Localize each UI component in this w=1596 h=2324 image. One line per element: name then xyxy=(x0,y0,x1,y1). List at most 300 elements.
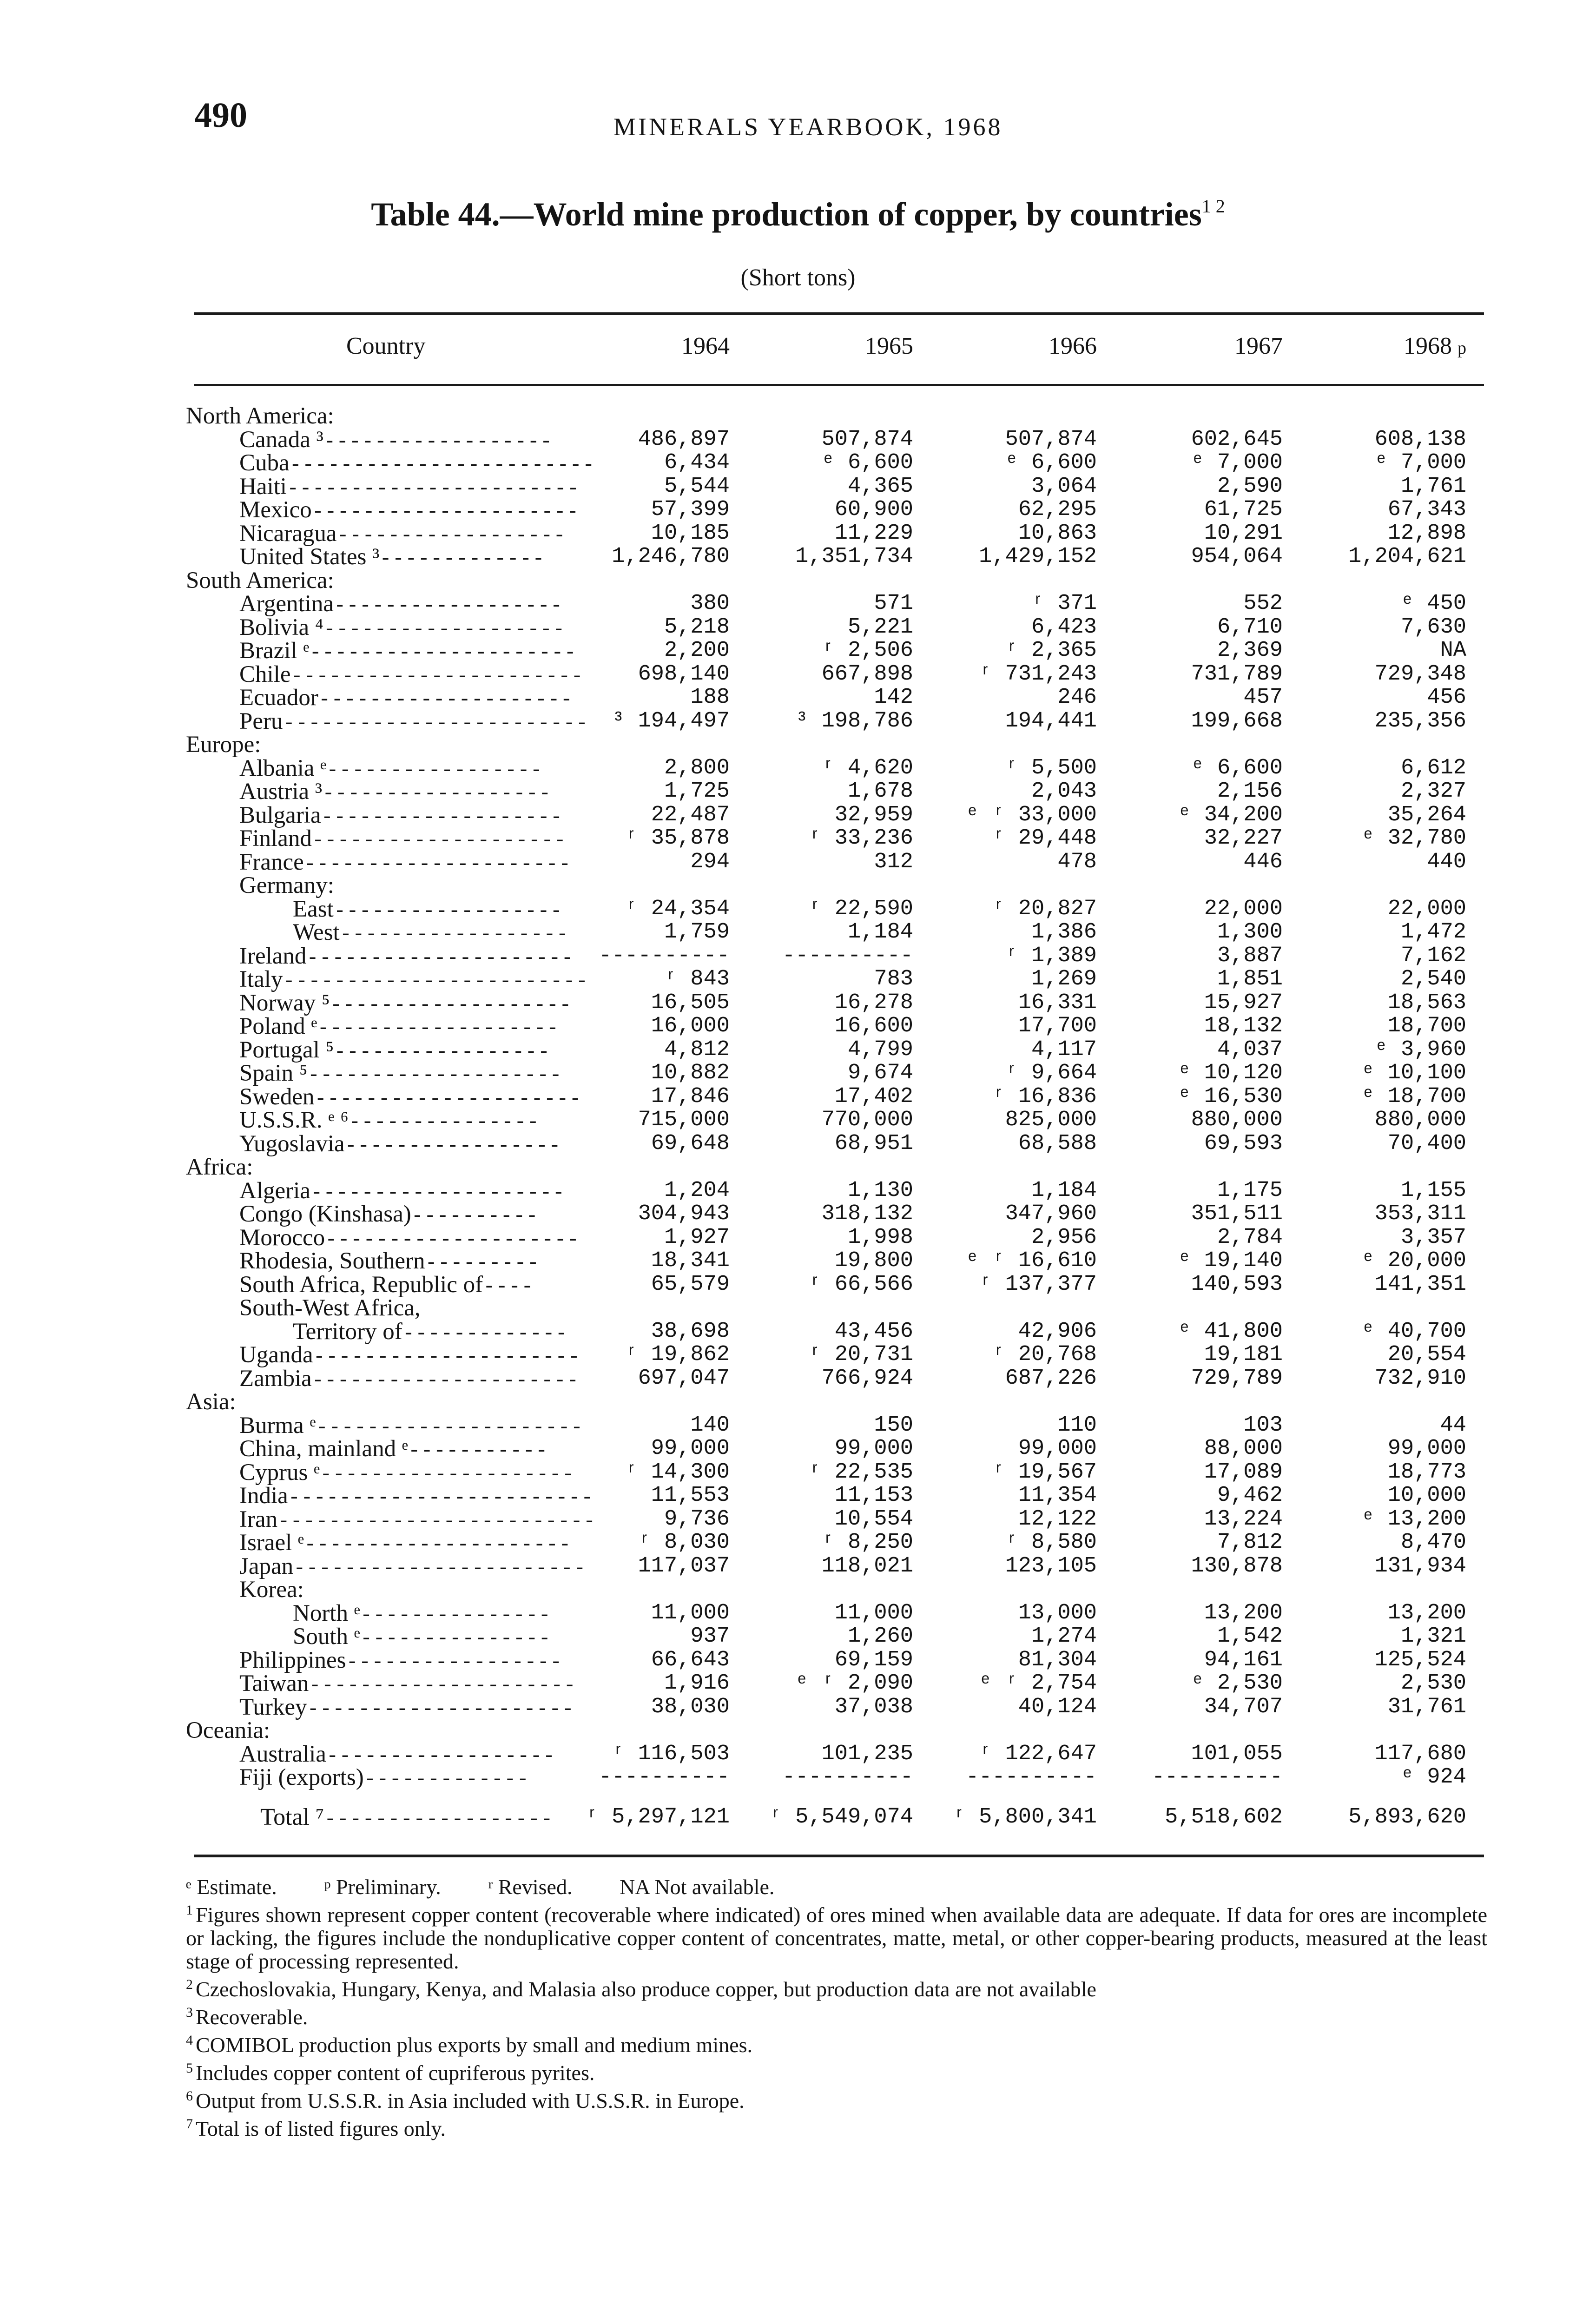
leader-dots: -------------------- xyxy=(318,688,574,712)
value-cell-1967: 15,927 xyxy=(1204,990,1283,1015)
footnote xyxy=(186,2057,1487,2085)
value-cell-1965: 142 xyxy=(874,685,913,710)
table-row xyxy=(186,1296,1487,1320)
country-name: Mexico xyxy=(239,497,312,523)
col-header-1967: 1967 xyxy=(1234,333,1283,359)
country-name: Turkey xyxy=(239,1694,307,1720)
country-name: Poland ᵉ xyxy=(239,1013,317,1039)
table-row xyxy=(186,1719,1487,1743)
leader-dots: -------------------- xyxy=(320,1463,575,1486)
country-name: Ireland xyxy=(239,943,307,969)
country-name: Norway ⁵ xyxy=(239,990,330,1016)
footnote-number: 7 xyxy=(186,2116,193,2132)
leader-dots: ------------------- xyxy=(330,993,572,1017)
country-name: U.S.S.R. ᵉ ⁶ xyxy=(239,1107,349,1133)
value-cell-1966: 347,960 xyxy=(1005,1202,1097,1226)
country-name: Sweden xyxy=(239,1083,315,1110)
value-cell-1967: 3,887 xyxy=(1217,943,1283,968)
table-row xyxy=(186,639,1487,663)
value-cell-1964: 1,204 xyxy=(664,1178,730,1203)
table-row xyxy=(186,592,1487,616)
legend-estimate: ᵉ Estimate. xyxy=(186,1875,277,1899)
value-cell-1965: 1,998 xyxy=(847,1225,913,1250)
value-cell-1964: 11,000 xyxy=(651,1600,730,1625)
value-cell-1964: 1,725 xyxy=(664,779,730,804)
leader-dots: ------------------ xyxy=(334,594,563,618)
country-label xyxy=(239,1132,561,1158)
country-name: China, mainland ᵉ xyxy=(239,1436,408,1462)
country-name: Israel ᵉ xyxy=(239,1530,304,1556)
value-cell-1968: ᵉ 7,000 xyxy=(1374,450,1466,475)
country-name: Albania ᵉ xyxy=(239,755,327,781)
leader-dots: --------------- xyxy=(360,1604,551,1627)
table-row xyxy=(186,1132,1487,1156)
region-heading xyxy=(186,1390,236,1414)
leader-dots: ------------- xyxy=(379,548,545,571)
country-name: Spain ⁵ xyxy=(239,1060,308,1086)
footnote-text: Figures shown represent copper content (recoverable where indicated) of ores mined when available data are adequate. If data for ores are incomplete or lacking, the figures include the nonduplicative copper content of concentrates, matte, metal, or other copper-bearing products, measured at the least stage of processing represented. xyxy=(186,1903,1487,1973)
table-row xyxy=(186,1202,1487,1226)
table-row xyxy=(186,1015,1487,1038)
footnote xyxy=(186,2085,1487,2113)
footnote-number: 2 xyxy=(186,1977,193,1992)
country-name: Philippines xyxy=(239,1647,346,1673)
value-cell-1964: 5,218 xyxy=(664,614,730,640)
value-cell-1964: 16,000 xyxy=(651,1014,730,1038)
leader-dots: ----------------------- xyxy=(290,665,584,688)
footnote-text: Total is of listed figures only. xyxy=(196,2117,446,2140)
value-cell-1966: ᵉ ʳ 33,000 xyxy=(965,802,1097,827)
value-cell-1966: 40,124 xyxy=(1018,1694,1097,1719)
value-cell-1967: ᵉ 7,000 xyxy=(1191,450,1283,475)
country-name: Iran xyxy=(239,1506,278,1532)
table-body xyxy=(186,404,1487,1789)
table-row xyxy=(186,757,1487,780)
value-cell-1967: 4,037 xyxy=(1217,1037,1283,1062)
table-row xyxy=(186,1743,1487,1766)
value-cell-1967: 61,725 xyxy=(1204,497,1283,522)
value-cell-1965: 770,000 xyxy=(821,1108,913,1132)
value-cell-1966: 3,064 xyxy=(1031,474,1097,499)
leader-dots: ------------------ xyxy=(336,524,566,548)
value-cell-1968: 880,000 xyxy=(1374,1108,1466,1132)
value-cell-1967: 457 xyxy=(1243,685,1283,710)
country-name: Algeria xyxy=(239,1177,310,1204)
value-cell-1968: 18,700 xyxy=(1387,1014,1466,1038)
value-cell-1967: 103 xyxy=(1243,1413,1283,1438)
value-cell-1964: 2,800 xyxy=(664,755,730,780)
country-label xyxy=(239,1296,421,1320)
value-cell-1964: 304,943 xyxy=(638,1202,730,1226)
legend-not-available: NA Not available. xyxy=(619,1875,775,1899)
table-row xyxy=(186,1696,1487,1719)
country-name: South-West Africa, xyxy=(239,1295,421,1321)
value-cell-1966: ʳ 137,377 xyxy=(979,1272,1097,1297)
value-cell-1967: ᵉ 34,200 xyxy=(1178,802,1283,827)
value-cell-1968: ᵉ 20,000 xyxy=(1361,1248,1466,1273)
value-cell-1968: 732,910 xyxy=(1374,1366,1466,1391)
footnote-number: 4 xyxy=(186,2033,193,2048)
value-cell-1967: 351,511 xyxy=(1191,1202,1283,1226)
value-cell-1964: 188 xyxy=(690,685,730,710)
table-row xyxy=(186,968,1487,991)
value-cell-1967: 32,227 xyxy=(1204,826,1283,851)
value-cell-1968: 2,327 xyxy=(1400,779,1466,804)
value-cell-1966: ʳ 9,664 xyxy=(1005,1061,1097,1085)
country-name: Fiji (exports) xyxy=(239,1764,364,1790)
value-cell-1966: 11,354 xyxy=(1018,1483,1097,1508)
value-cell-1965: 99,000 xyxy=(834,1436,913,1461)
country-name: Korea: xyxy=(239,1577,304,1603)
table-row xyxy=(186,1414,1487,1438)
table-row xyxy=(186,1625,1487,1649)
value-cell-1964: 117,037 xyxy=(638,1553,730,1578)
leader-dots: --------- xyxy=(425,1252,540,1275)
value-cell-1967: ᵉ 41,800 xyxy=(1178,1319,1283,1344)
value-cell-1964: ʳ 843 xyxy=(664,967,730,991)
country-name: East xyxy=(293,896,334,922)
value-cell-1968: 44 xyxy=(1440,1413,1466,1438)
table-unit: (Short tons) xyxy=(740,264,856,291)
value-cell-1965: ʳ 66,566 xyxy=(808,1272,913,1297)
leader-dots: ------------- xyxy=(363,1768,529,1791)
value-cell-1967: 88,000 xyxy=(1204,1436,1283,1461)
value-cell-1966: 13,000 xyxy=(1018,1600,1097,1625)
table-row xyxy=(186,710,1487,733)
region-heading xyxy=(186,733,261,757)
leader-dots: --------------------- xyxy=(309,641,577,665)
value-cell-1964: 486,897 xyxy=(638,427,730,452)
table-row xyxy=(186,1766,1487,1789)
value-cell-1968: 7,630 xyxy=(1400,614,1466,640)
value-cell-1967: 6,710 xyxy=(1217,614,1283,640)
country-label xyxy=(239,1578,304,1602)
value-cell-1965: 11,000 xyxy=(834,1600,913,1625)
table-row xyxy=(186,1437,1487,1461)
leader-dots: --------------------- xyxy=(306,946,574,970)
value-cell-1966: 68,588 xyxy=(1018,1131,1097,1156)
table-row xyxy=(186,1038,1487,1062)
value-cell-1967: 13,224 xyxy=(1204,1506,1283,1532)
value-cell-1968: 1,472 xyxy=(1400,920,1466,944)
table-row xyxy=(186,569,1487,593)
footnote-text: Output from U.S.S.R. in Asia included with U.S.S.R. in Europe. xyxy=(196,2089,745,2113)
value-cell-1967: 880,000 xyxy=(1191,1108,1283,1132)
footnote-number: 1 xyxy=(186,1902,193,1918)
country-name: Portugal ⁵ xyxy=(239,1037,334,1063)
country-name: Territory of xyxy=(293,1318,402,1345)
country-name: South ᵉ xyxy=(293,1624,360,1650)
value-cell-1964: 1,927 xyxy=(664,1225,730,1250)
region-heading xyxy=(186,404,334,428)
value-cell-1966: ʳ 371 xyxy=(1031,591,1097,616)
value-cell-1967: 34,707 xyxy=(1204,1694,1283,1719)
country-label xyxy=(239,1461,574,1487)
value-cell-1964: ---------- xyxy=(598,1765,730,1789)
leader-dots: ----------------- xyxy=(326,759,543,782)
country-label xyxy=(239,1367,579,1393)
value-cell-1968: 10,000 xyxy=(1387,1483,1466,1508)
value-cell-1966: 1,429,152 xyxy=(979,544,1097,569)
leader-dots: ----------- xyxy=(408,1439,548,1463)
country-name: Germany: xyxy=(239,872,334,898)
leader-dots: --------------------- xyxy=(314,1087,582,1111)
country-name: North ᵉ xyxy=(293,1600,360,1626)
table-row xyxy=(186,616,1487,640)
value-cell-1966: ʳ 1,389 xyxy=(1005,943,1097,968)
country-label xyxy=(239,944,574,971)
table-row xyxy=(186,1249,1487,1273)
value-cell-1965: ʳ 22,590 xyxy=(808,896,913,921)
value-cell-1966: ᵉ 6,600 xyxy=(1005,450,1097,475)
table-row xyxy=(186,1155,1487,1179)
value-cell-1965: 507,874 xyxy=(821,427,913,452)
value-cell-1965: 32,959 xyxy=(834,802,913,827)
table-row xyxy=(186,545,1487,569)
value-cell-1967: 1,851 xyxy=(1217,967,1283,991)
value-cell-1965: 10,554 xyxy=(834,1506,913,1532)
value-cell-1965: 150 xyxy=(874,1413,913,1438)
leader-dots: --------------------- xyxy=(309,1674,576,1697)
value-cell-1967: ᵉ 10,120 xyxy=(1178,1061,1283,1085)
value-cell-1966: 507,874 xyxy=(1005,427,1097,452)
value-cell-1964: 22,487 xyxy=(651,802,730,827)
value-cell-1967: 1,175 xyxy=(1217,1178,1283,1203)
leader-dots: --------------------- xyxy=(311,1369,580,1393)
country-name: Europe: xyxy=(186,732,261,758)
value-cell-1964: 38,030 xyxy=(651,1694,730,1719)
value-cell-1967: 69,593 xyxy=(1204,1131,1283,1156)
value-cell-1966: 194,441 xyxy=(1005,708,1097,733)
value-cell-1964: 1,246,780 xyxy=(612,544,730,569)
value-cell-1965: 9,674 xyxy=(847,1061,913,1085)
value-cell-1966: 17,700 xyxy=(1018,1014,1097,1038)
value-cell-1966: 2,956 xyxy=(1031,1225,1097,1250)
leader-dots: ------------------------- xyxy=(277,1510,596,1533)
country-name: South America: xyxy=(186,567,334,594)
total-1964: ʳ 5,297,121 xyxy=(585,1805,730,1829)
value-cell-1966: ---------- xyxy=(965,1765,1097,1789)
country-name: India xyxy=(239,1483,288,1509)
value-cell-1965: 69,159 xyxy=(834,1647,913,1672)
value-cell-1965: ʳ 4,620 xyxy=(821,755,913,780)
table-row xyxy=(186,1390,1487,1414)
table-row xyxy=(186,1555,1487,1578)
value-cell-1964: 697,047 xyxy=(638,1366,730,1391)
value-cell-1967: 2,784 xyxy=(1217,1225,1283,1250)
footnote-number: 6 xyxy=(186,2088,193,2104)
col-header-1968-mark: p xyxy=(1458,338,1466,358)
footnote-text: Includes copper content of cupriferous pyrites. xyxy=(196,2061,595,2085)
value-cell-1966: ʳ 29,448 xyxy=(992,826,1097,851)
country-name: Asia: xyxy=(186,1389,236,1415)
table-title-text: Table 44.—World mine production of copper, by countries xyxy=(371,196,1202,233)
value-cell-1966: 1,184 xyxy=(1031,1178,1097,1203)
country-name: Finland xyxy=(239,825,312,852)
value-cell-1965: ʳ 8,250 xyxy=(821,1530,913,1555)
value-cell-1968: 1,321 xyxy=(1400,1624,1466,1649)
value-cell-1965: 4,365 xyxy=(847,474,913,499)
table-row xyxy=(186,1062,1487,1085)
country-name: Yugoslavia xyxy=(239,1130,345,1157)
value-cell-1966: 825,000 xyxy=(1005,1108,1097,1132)
value-cell-1968: 2,540 xyxy=(1400,967,1466,991)
value-cell-1965: 312 xyxy=(874,849,913,874)
table-row xyxy=(186,1320,1487,1344)
value-cell-1965: 571 xyxy=(874,591,913,616)
value-cell-1967: 13,200 xyxy=(1204,1600,1283,1625)
value-cell-1967: 10,291 xyxy=(1204,521,1283,546)
table-row xyxy=(186,1367,1487,1391)
value-cell-1968: 20,554 xyxy=(1387,1342,1466,1367)
value-cell-1966: 4,117 xyxy=(1031,1037,1097,1062)
value-cell-1966: 81,304 xyxy=(1018,1647,1097,1672)
value-cell-1967: 2,590 xyxy=(1217,474,1283,499)
table-row xyxy=(186,1273,1487,1297)
legend-revised: ʳ Revised. xyxy=(488,1875,573,1899)
leader-dots: ------------------------ xyxy=(288,1486,594,1510)
value-cell-1964: 65,579 xyxy=(651,1272,730,1297)
value-cell-1967: 2,156 xyxy=(1217,779,1283,804)
value-cell-1964: 10,185 xyxy=(651,521,730,546)
country-name: Ecuador xyxy=(239,685,318,711)
value-cell-1967: 954,064 xyxy=(1191,544,1283,569)
value-cell-1965: 783 xyxy=(874,967,913,991)
value-cell-1966: 12,122 xyxy=(1018,1506,1097,1532)
value-cell-1965: 16,278 xyxy=(834,990,913,1015)
country-name: Nicaragua xyxy=(239,520,337,547)
leader-dots: ------------------ xyxy=(326,1744,556,1768)
leader-dots: ------------- xyxy=(402,1322,568,1346)
value-cell-1965: 318,132 xyxy=(821,1202,913,1226)
leader-dots: ----------------------- xyxy=(293,1557,587,1580)
value-cell-1965: 4,799 xyxy=(847,1037,913,1062)
value-cell-1965: 766,924 xyxy=(821,1366,913,1391)
value-cell-1965: 37,038 xyxy=(834,1694,913,1719)
value-cell-1967: 140,593 xyxy=(1191,1272,1283,1297)
value-cell-1966: 123,105 xyxy=(1005,1553,1097,1578)
value-cell-1966: 246 xyxy=(1057,685,1097,710)
value-cell-1966: ʳ 8,580 xyxy=(1005,1530,1097,1555)
leader-dots: --------------- xyxy=(360,1627,551,1651)
table-row xyxy=(186,1179,1487,1203)
table-row xyxy=(186,780,1487,804)
value-cell-1968: 7,162 xyxy=(1400,943,1466,968)
country-label xyxy=(239,1766,529,1792)
table-row xyxy=(186,944,1487,968)
value-cell-1965: 1,184 xyxy=(847,920,913,944)
value-cell-1965: 19,800 xyxy=(834,1248,913,1273)
value-cell-1964: 38,698 xyxy=(651,1319,730,1344)
table-row xyxy=(186,1672,1487,1696)
value-cell-1967: 731,789 xyxy=(1191,661,1283,687)
table-row xyxy=(186,733,1487,757)
leader-dots: ----------------- xyxy=(334,1040,551,1064)
country-name: North America: xyxy=(186,403,334,429)
value-cell-1964: ʳ 8,030 xyxy=(638,1530,730,1555)
country-name: Congo (Kinshasa) xyxy=(239,1201,411,1227)
leader-dots: ----------------- xyxy=(344,1134,561,1158)
value-cell-1968: ᵉ 40,700 xyxy=(1361,1319,1466,1344)
leader-dots: -------------------- xyxy=(311,829,567,852)
value-cell-1967: 602,645 xyxy=(1191,427,1283,452)
value-cell-1965: ʳ 22,535 xyxy=(808,1459,913,1485)
table-row xyxy=(186,1531,1487,1555)
value-cell-1967: 2,369 xyxy=(1217,638,1283,663)
value-cell-1968: 2,530 xyxy=(1400,1671,1466,1696)
value-cell-1964: 11,553 xyxy=(651,1483,730,1508)
value-cell-1966: 1,274 xyxy=(1031,1624,1097,1649)
page-number: 490 xyxy=(194,96,247,135)
footnote xyxy=(186,1899,1487,1973)
value-cell-1965: 16,600 xyxy=(834,1014,913,1038)
value-cell-1965: 118,021 xyxy=(821,1553,913,1578)
country-name: Japan xyxy=(239,1553,294,1579)
value-cell-1965: 101,235 xyxy=(821,1741,913,1766)
value-cell-1964: 140 xyxy=(690,1413,730,1438)
leader-dots: ------------------ xyxy=(333,899,563,923)
value-cell-1965: ʳ 20,731 xyxy=(808,1342,913,1367)
country-name: Oceania: xyxy=(186,1717,270,1743)
value-cell-1965: ʳ 2,506 xyxy=(821,638,913,663)
country-name: Morocco xyxy=(239,1224,325,1251)
leader-dots: ------------------- xyxy=(321,805,563,829)
running-head: MINERALS YEARBOOK, 1968 xyxy=(613,113,1003,141)
value-cell-1968: 99,000 xyxy=(1387,1436,1466,1461)
value-cell-1965: 1,130 xyxy=(847,1178,913,1203)
value-cell-1965: 1,260 xyxy=(847,1624,913,1649)
value-cell-1968: 729,348 xyxy=(1374,661,1466,687)
leader-dots: ---------- xyxy=(411,1205,539,1228)
country-label xyxy=(293,1320,568,1346)
value-cell-1964: ʳ 24,354 xyxy=(625,896,730,921)
table-row xyxy=(186,428,1487,452)
value-cell-1968: 141,351 xyxy=(1374,1272,1466,1297)
footnote xyxy=(186,2113,1487,2140)
value-cell-1964: 69,648 xyxy=(651,1131,730,1156)
value-cell-1967: ᵉ 2,530 xyxy=(1191,1671,1283,1696)
country-label xyxy=(239,451,595,477)
footnote xyxy=(186,1973,1487,2001)
col-header-1968-year: 1968 xyxy=(1404,333,1452,359)
value-cell-1966: 1,269 xyxy=(1031,967,1097,991)
region-heading xyxy=(186,569,334,593)
region-heading xyxy=(186,1719,270,1743)
value-cell-1965: ᵉ ʳ 2,090 xyxy=(795,1671,913,1696)
country-name: South Africa, Republic of xyxy=(239,1271,483,1298)
leader-dots: --------------------- xyxy=(307,1697,574,1721)
value-cell-1964: 17,846 xyxy=(651,1084,730,1109)
table-title-refs: 1 2 xyxy=(1201,196,1225,217)
value-cell-1966: 42,906 xyxy=(1018,1319,1097,1344)
value-cell-1964: 2,200 xyxy=(664,638,730,663)
table-row xyxy=(186,1578,1487,1602)
country-label xyxy=(293,921,569,947)
value-cell-1965: 1,678 xyxy=(847,779,913,804)
country-name: Taiwan xyxy=(239,1670,309,1697)
country-name: Bolivia ⁴ xyxy=(239,614,323,640)
value-cell-1964: 9,736 xyxy=(664,1506,730,1532)
value-cell-1968: 70,400 xyxy=(1387,1131,1466,1156)
value-cell-1965: ³ 198,786 xyxy=(795,708,913,733)
value-cell-1968: 131,934 xyxy=(1374,1553,1466,1578)
value-cell-1965: 60,900 xyxy=(834,497,913,522)
value-cell-1966: ʳ 731,243 xyxy=(979,661,1097,687)
value-cell-1965: 17,402 xyxy=(834,1084,913,1109)
value-cell-1964: ʳ 19,862 xyxy=(625,1342,730,1367)
value-cell-1967: 17,089 xyxy=(1204,1459,1283,1485)
footnote-text: Czechoslovakia, Hungary, Kenya, and Malasia also produce copper, but production data are not available xyxy=(196,1977,1096,2001)
